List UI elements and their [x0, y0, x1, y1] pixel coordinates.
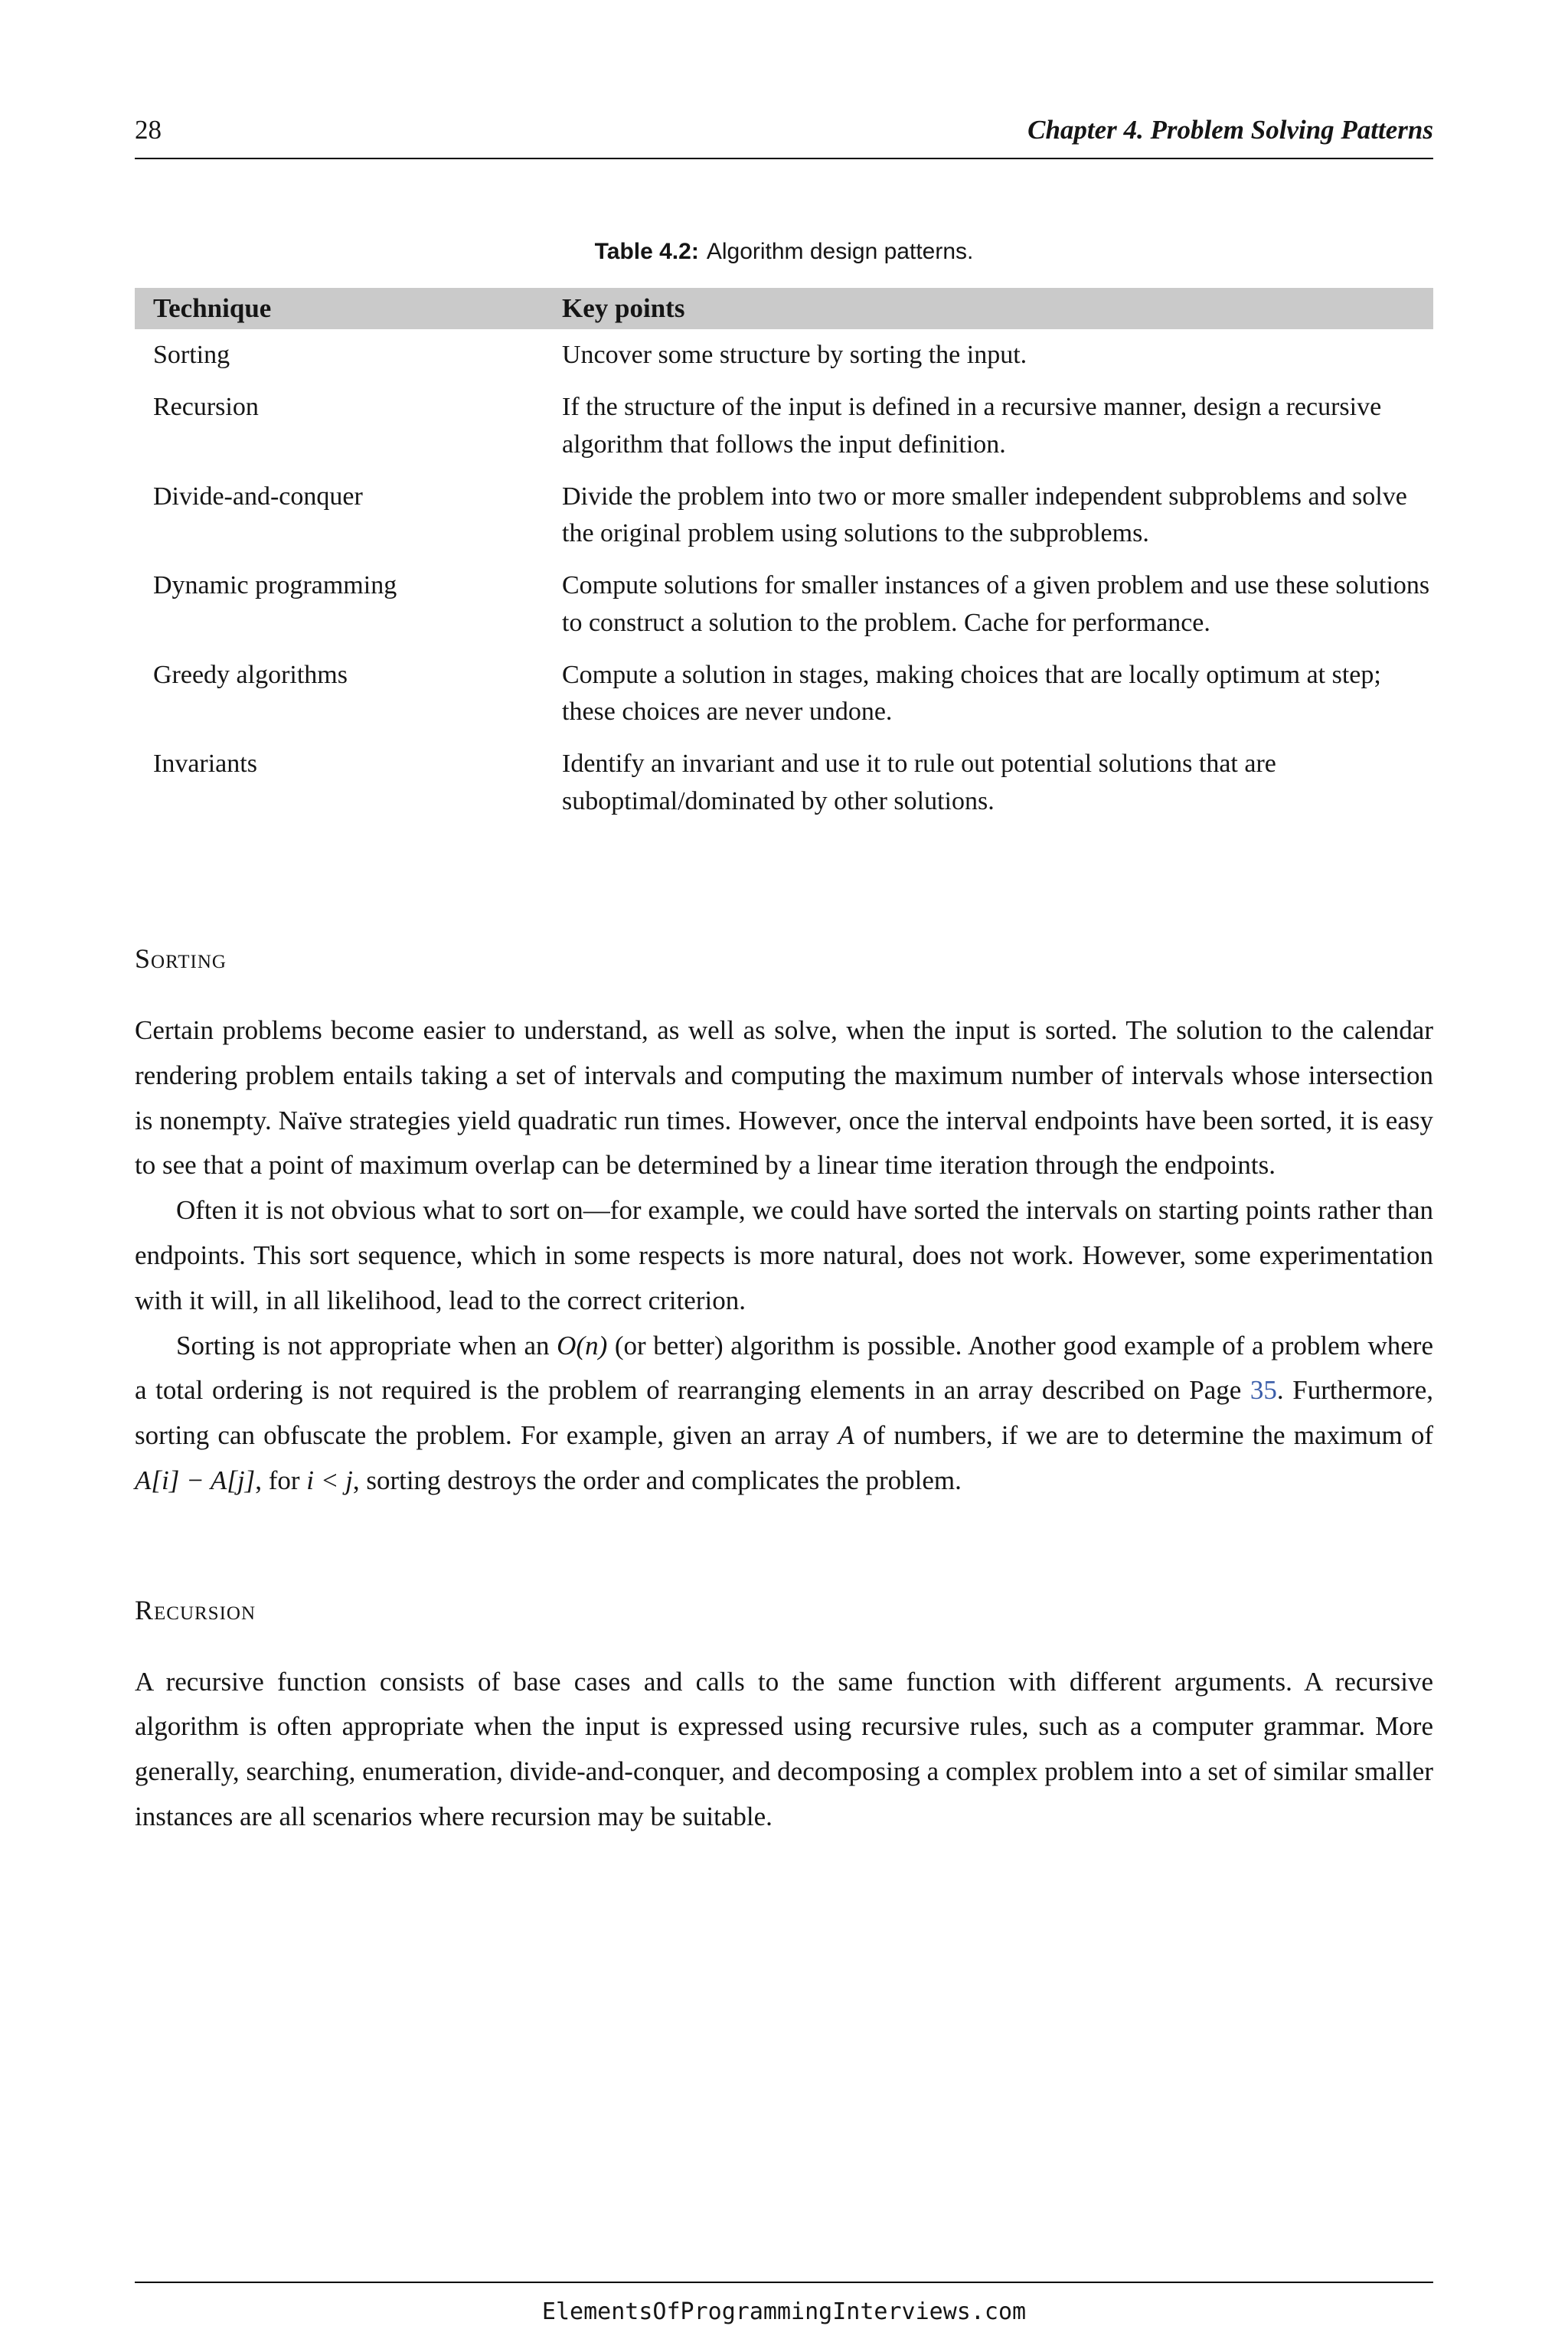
- math-run: A[i] − A[j]: [135, 1465, 256, 1495]
- sorting-paragraph-1: Certain problems become easier to understand, as well as solve, when the input is sorted. The solution to the calendar rendering problem entails taking a set of intervals and computing the maximum number of intervals whose intersection is nonempty. Naïve strategies yield quadratic run times. However, once the interval endpoints have been sorted, it is easy to see that a point of maximum overlap can be determined by a linear time iteration through the endpoints.: [135, 1014, 1433, 1181]
- cell-technique: Sorting: [153, 341, 230, 369]
- cell-keypoints: Identify an invariant and use it to rule out potential solutions that are suboptimal/dominated by other solutions.: [562, 750, 1276, 815]
- table-row: [135, 738, 1433, 828]
- sorting-paragraph-2: Often it is not obvious what to sort on—for example, we could have sorted the intervals on starting points rather than endpoints. This sort sequence, which in some respects is more natural, does not work. However, some experimentation with it will, in all likelihood, lead to the correct criterion.: [135, 1195, 1433, 1315]
- math-run: A: [838, 1420, 854, 1451]
- math-run: O(n): [557, 1330, 608, 1361]
- cell-technique: Greedy algorithms: [153, 660, 348, 689]
- table-row: [135, 329, 1433, 381]
- sorting-body: [135, 1008, 1433, 1504]
- cell-keypoints: Uncover some structure by sorting the input.: [562, 341, 1027, 369]
- text-run: Sorting is not appropriate when an: [176, 1330, 557, 1361]
- recursion-paragraph-1: A recursive function consists of base cases and calls to the same function with different arguments. A recursive algorithm is often appropriate when the input is expressed using recursive rules, such as a computer grammar. More generally, searching, enumeration, divide-and-conquer, and decomposing a complex problem into a set of similar smaller instances are all scenarios where recursion may be suitable.: [135, 1666, 1433, 1832]
- text-run: , sorting destroys the order and complicates the problem.: [352, 1465, 962, 1495]
- column-header-keypoints: Key points: [544, 288, 1433, 329]
- cell-keypoints: Divide the problem into two or more smaller independent subproblems and solve the original problem using solutions to the subproblems.: [562, 482, 1407, 548]
- section-heading-sorting: Sorting: [135, 942, 227, 974]
- recursion-body: [135, 1660, 1433, 1840]
- text-run: of numbers, if we are to determine the maximum of: [854, 1420, 1434, 1451]
- cell-technique: Divide-and-conquer: [153, 482, 363, 511]
- math-run: i < j: [306, 1465, 353, 1495]
- cell-technique: Invariants: [153, 750, 257, 779]
- table-row: [135, 560, 1433, 649]
- table-caption-text: Algorithm design patterns.: [706, 239, 974, 264]
- text-run: (or better) algorithm is possible. Another good example of a problem where a total ordering is not required is the problem of rearranging elements in an array described on Page: [135, 1330, 1433, 1406]
- section-heading-recursion: Recursion: [135, 1594, 256, 1625]
- page-footer: [135, 2282, 1433, 2325]
- chapter-header: Chapter 4. Problem Solving Patterns: [1027, 115, 1433, 145]
- table-caption-label: Table 4.2:: [594, 239, 699, 264]
- cell-technique: Recursion: [153, 393, 259, 422]
- patterns-table: [135, 288, 1433, 828]
- table-caption: [135, 239, 1433, 265]
- text-run: . Furthermore, sorting can obfuscate the problem. For example, given an array: [135, 1375, 1433, 1451]
- cell-keypoints: If the structure of the input is defined in a recursive manner, design a recursive algorithm that follows the input definition.: [562, 393, 1382, 459]
- table-row: [135, 471, 1433, 560]
- footer-url[interactable]: ElementsOfProgrammingInterviews.com: [541, 2298, 1027, 2325]
- page-number: 28: [135, 115, 162, 145]
- page-35-link[interactable]: 35: [1250, 1375, 1277, 1406]
- table-row: [135, 381, 1433, 471]
- column-header-technique: Technique: [135, 288, 544, 329]
- table-row: [135, 649, 1433, 739]
- text-run: , for: [255, 1465, 307, 1495]
- cell-keypoints: Compute a solution in stages, making choices that are locally optimum at step; these choices are never undone.: [562, 660, 1381, 727]
- table-header-row: [135, 288, 1433, 329]
- running-header: [135, 115, 1433, 159]
- cell-technique: Dynamic programming: [153, 571, 397, 600]
- cell-keypoints: Compute solutions for smaller instances of a given problem and use these solutions to construct a solution to the problem. Cache for performance.: [562, 571, 1430, 637]
- sorting-paragraph-3: [135, 1324, 1433, 1504]
